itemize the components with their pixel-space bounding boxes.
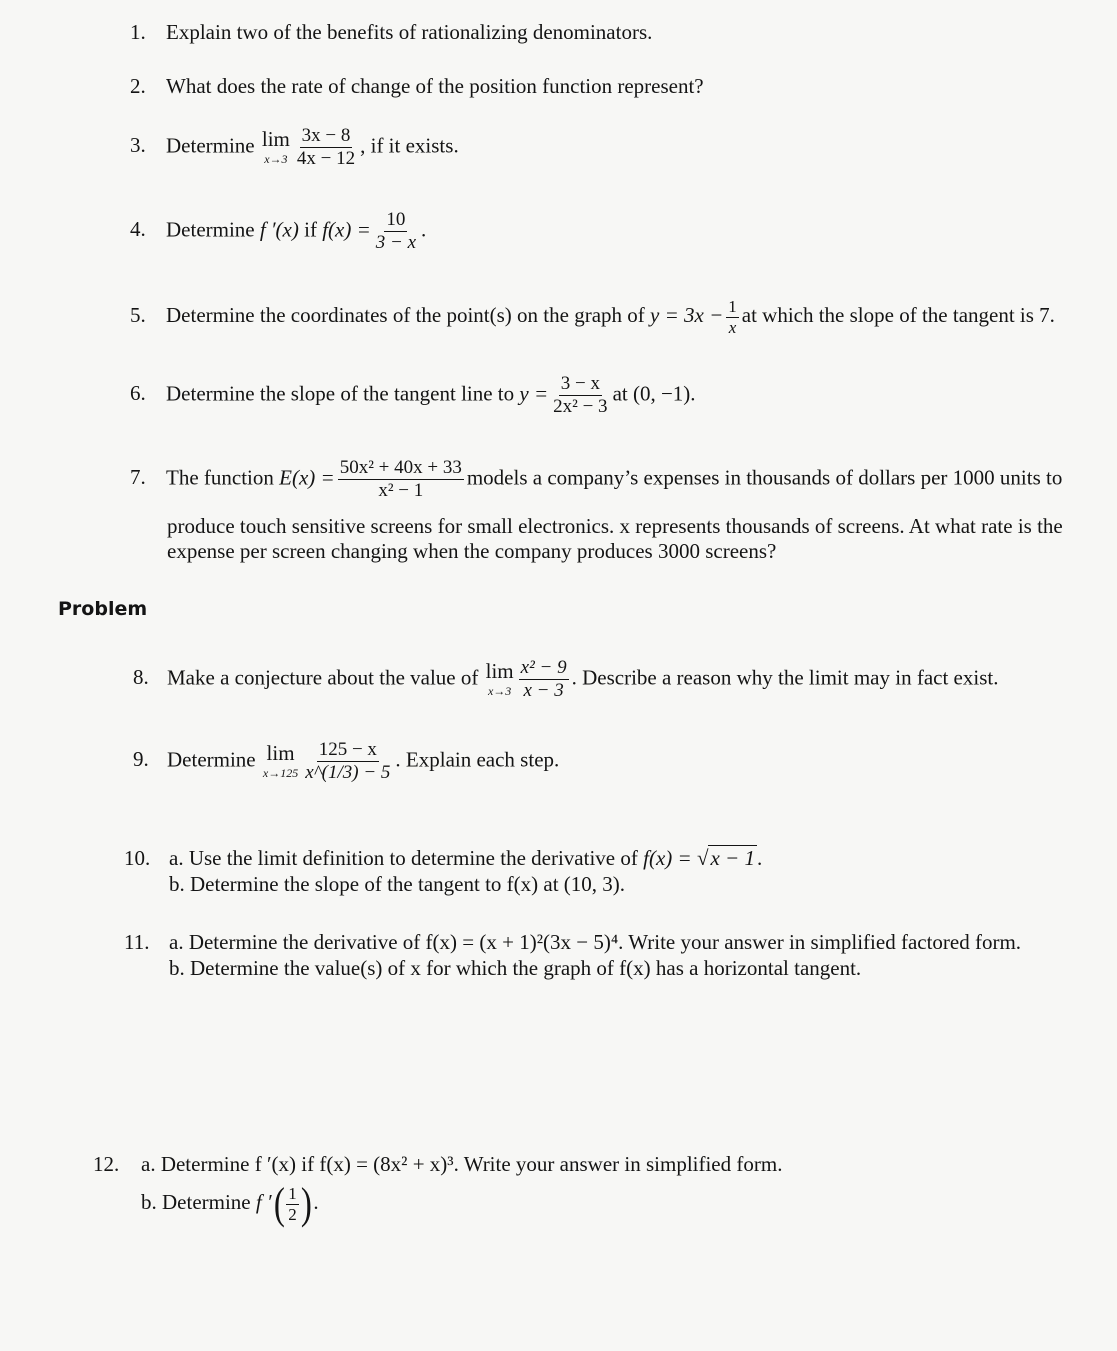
question-part-a: a. Use the limit definition to determine the derivative of [169,846,638,870]
question-text-end: at which the slope of the tangent is 7. [741,303,1055,328]
question-number: 10. [124,846,151,870]
question-number: 3. [130,133,146,158]
question-text-end: . [313,1189,319,1214]
question-number: 4. [130,217,146,242]
question-12 [93,1152,782,1176]
question-text-end: models a company’s expenses in thousands of dollars per 1000 units to [466,465,1063,490]
question-3 [130,126,459,169]
derivative-expression: f ′(x) [259,217,299,242]
right-paren: ) [300,1179,312,1228]
question-text-end: . [421,217,427,242]
question-number: 8. [133,665,149,690]
question-text: Determine the slope of the tangent line to [166,381,515,406]
question-text: b. Determine [141,1189,251,1214]
question-text: Explain two of the benefits of rationalizing denominators. [166,20,653,44]
fraction: $\frac{\text{50x² + 40x + 33}}{\text{x² − 1}}$ [339,457,462,501]
question-text-end: . [756,846,763,870]
question-7 [130,458,1062,501]
question-part-a: a. Determine f ′(x) if f(x) = (8x² + x)³. Write your answer in simplified form. [141,1152,783,1176]
fraction: $\frac{3x - 8}{4x - 12}$ [296,125,356,169]
function-expression: y = 3x − [650,303,724,328]
fraction: $\frac{125 - x}{x\^{}(1/3) - 5}$ [305,739,391,783]
question-number: 9. [133,747,149,772]
question-text: Determine [167,747,256,772]
question-10-part-b: b. Determine the slope of the tangent to f(x) at (10, 3). [169,872,626,896]
limit-operator: lim x→3 [485,659,514,699]
fraction: $\frac{1}{x}$ [728,297,737,337]
function-expression: y = [519,381,549,406]
question-number: 5. [130,303,146,328]
question-11 [124,930,1021,954]
question-7-line-2: produce touch sensitive screens for small electronics. x represents thousands of screens. At what rate is the [167,514,1063,538]
question-10 [124,846,762,870]
question-text: Make a conjecture about the value of [167,665,479,690]
function-expression: f(x) = [643,846,692,870]
fraction: $\frac{3 - x}{\text{2x² − 3}}$ [553,373,608,417]
question-7-line-3: expense per screen changing when the company produces 3000 screens? [167,539,777,563]
question-text: if [304,217,317,242]
question-number: 6. [130,381,146,406]
fraction: $\frac{\text{x² − 9}}{x - 3}$ [520,657,567,701]
question-11-part-b: b. Determine the value(s) of x for which the graph of f(x) has a horizontal tangent. [169,956,862,980]
limit-operator: lim x→3 [261,127,290,167]
question-part-a: a. Determine the derivative of f(x) = (x + 1)²(3x − 5)⁴. Write your answer in simplified factored form. [169,930,1022,954]
question-8 [133,658,998,701]
question-4 [130,210,426,253]
question-text-end: . Explain each step. [395,747,560,772]
function-expression: E(x) = [279,465,335,490]
question-text: Determine the coordinates of the point(s) on the graph of [166,303,645,328]
question-number: 2. [130,74,146,98]
question-text: Determine [166,133,255,158]
section-title: Problem [58,598,148,620]
question-text: Determine [166,217,255,242]
question-text: The function [166,465,274,490]
question-2 [130,74,704,98]
limit-operator: lim x→125 [262,741,299,781]
question-12-part-b [141,1179,319,1228]
question-9 [133,740,559,783]
square-root: √x − 1 [696,846,755,870]
question-text: What does the rate of change of the position function represent? [166,74,704,98]
question-6 [130,374,696,417]
question-text-end: at (0, −1). [612,381,696,406]
question-1 [130,20,652,44]
question-number: 11. [124,930,150,954]
left-paren: ( [273,1179,285,1228]
question-number: 7. [130,465,146,490]
fraction: $\frac{1}{2}$ [288,1183,297,1224]
question-number: 12. [93,1152,120,1176]
function-expression: f(x) = [322,217,371,242]
question-5 [130,298,1055,337]
fraction: $\frac{10}{3 - x}$ [375,209,417,253]
question-number: 1. [130,20,146,44]
question-text-end: , if it exists. [360,133,459,158]
question-text-end: . Describe a reason why the limit may in fact exist. [571,665,999,690]
derivative-expression: f ′ [255,1189,272,1214]
